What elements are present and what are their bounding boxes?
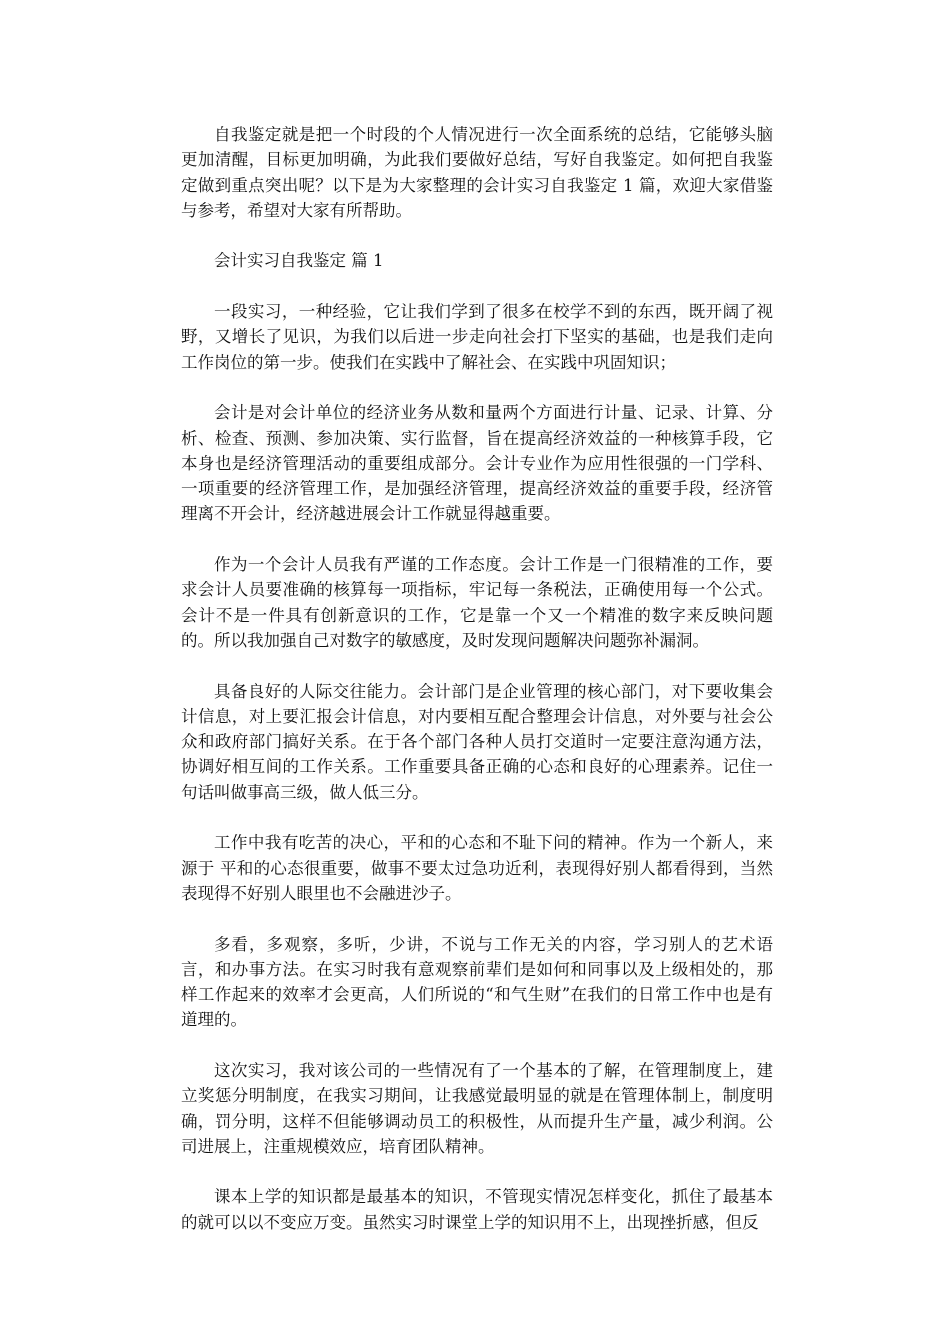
- body-paragraph: 课本上学的知识都是最基本的知识，不管现实情况怎样变化，抓住了最基本的就可以以不变应万变。虽然实习时课堂上学的知识用不上，出现挫折感，但反: [181, 1187, 773, 1232]
- body-paragraph: 多看，多观察，多听，少讲，不说与工作无关的内容，学习别人的艺术语言，和办事方法。在实习时我有意观察前辈们是如何和同事以及上级相处的，那样工作起来的效率才会更高，人们所说的“和气生财”在我们的日常工作中也是有道理的。: [181, 934, 773, 1030]
- body-paragraph: 具备良好的人际交往能力。会计部门是企业管理的核心部门，对下要收集会计信息，对上要汇报会计信息，对内要相互配合整理会计信息，对外要与社会公众和政府部门搞好关系。在于各个部门各种人员打交道时一定要注意沟通方法，协调好相互间的工作关系。工作重要具备正确的心态和良好的心理素养。记住一句话叫做事高三级，做人低三分。: [181, 681, 773, 802]
- body-paragraph: 工作中我有吃苦的决心，平和的心态和不耻下问的精神。作为一个新人，来源于 平和的心态很重要，做事不要太过急功近利，表现得好别人都看得到，当然表现得不好别人眼里也不会融进沙子。: [181, 833, 773, 903]
- intro-paragraph: 自我鉴定就是把一个时段的个人情况进行一次全面系统的总结，它能够头脑更加清醒，目标更加明确，为此我们要做好总结，写好自我鉴定。如何把自我鉴定做到重点突出呢？以下是为大家整理的会计实习自我鉴定 1 篇，欢迎大家借鉴与参考，希望对大家有所帮助。: [181, 125, 773, 220]
- document-body: [181, 122, 773, 1260]
- body-paragraph: 这次实习，我对该公司的一些情况有了一个基本的了解，在管理制度上，建立奖惩分明制度，在我实习期间，让我感觉最明显的就是在管理体制上，制度明确，罚分明，这样不但能够调动员工的积极性，从而提升生产量，减少利润。公司进展上，注重规模效应，培育团队精神。: [181, 1060, 773, 1156]
- body-paragraph: 一段实习，一种经验，它让我们学到了很多在校学不到的东西，既开阔了视野，又增长了见识，为我们以后进一步走向社会打下坚实的基础，也是我们走向工作岗位的第一步。使我们在实践中了解社会、在实践中巩固知识；: [181, 302, 773, 372]
- body-paragraph: 作为一个会计人员我有严谨的工作态度。会计工作是一门很精准的工作，要求会计人员要准确的核算每一项指标，牢记每一条税法，正确使用每一个公式。会计不是一件具有创新意识的工作，它是靠一个又一个精准的数字来反映问题的。所以我加强自己对数字的敏感度，及时发现问题解决问题弥补漏洞。: [181, 555, 773, 650]
- body-paragraph: 会计是对会计单位的经济业务从数和量两个方面进行计量、记录、计算、分析、检查、预测、参加决策、实行监督，旨在提高经济效益的一种核算手段，它本身也是经济管理活动的重要组成部分。会计专业作为应用性很强的一门学科、一项重要的经济管理工作，是加强经济管理，提高经济效益的重要手段，经济管理离不开会计，经济越进展会计工作就显得越重要。: [181, 403, 773, 524]
- section-heading: 会计实习自我鉴定 篇 1: [214, 251, 384, 271]
